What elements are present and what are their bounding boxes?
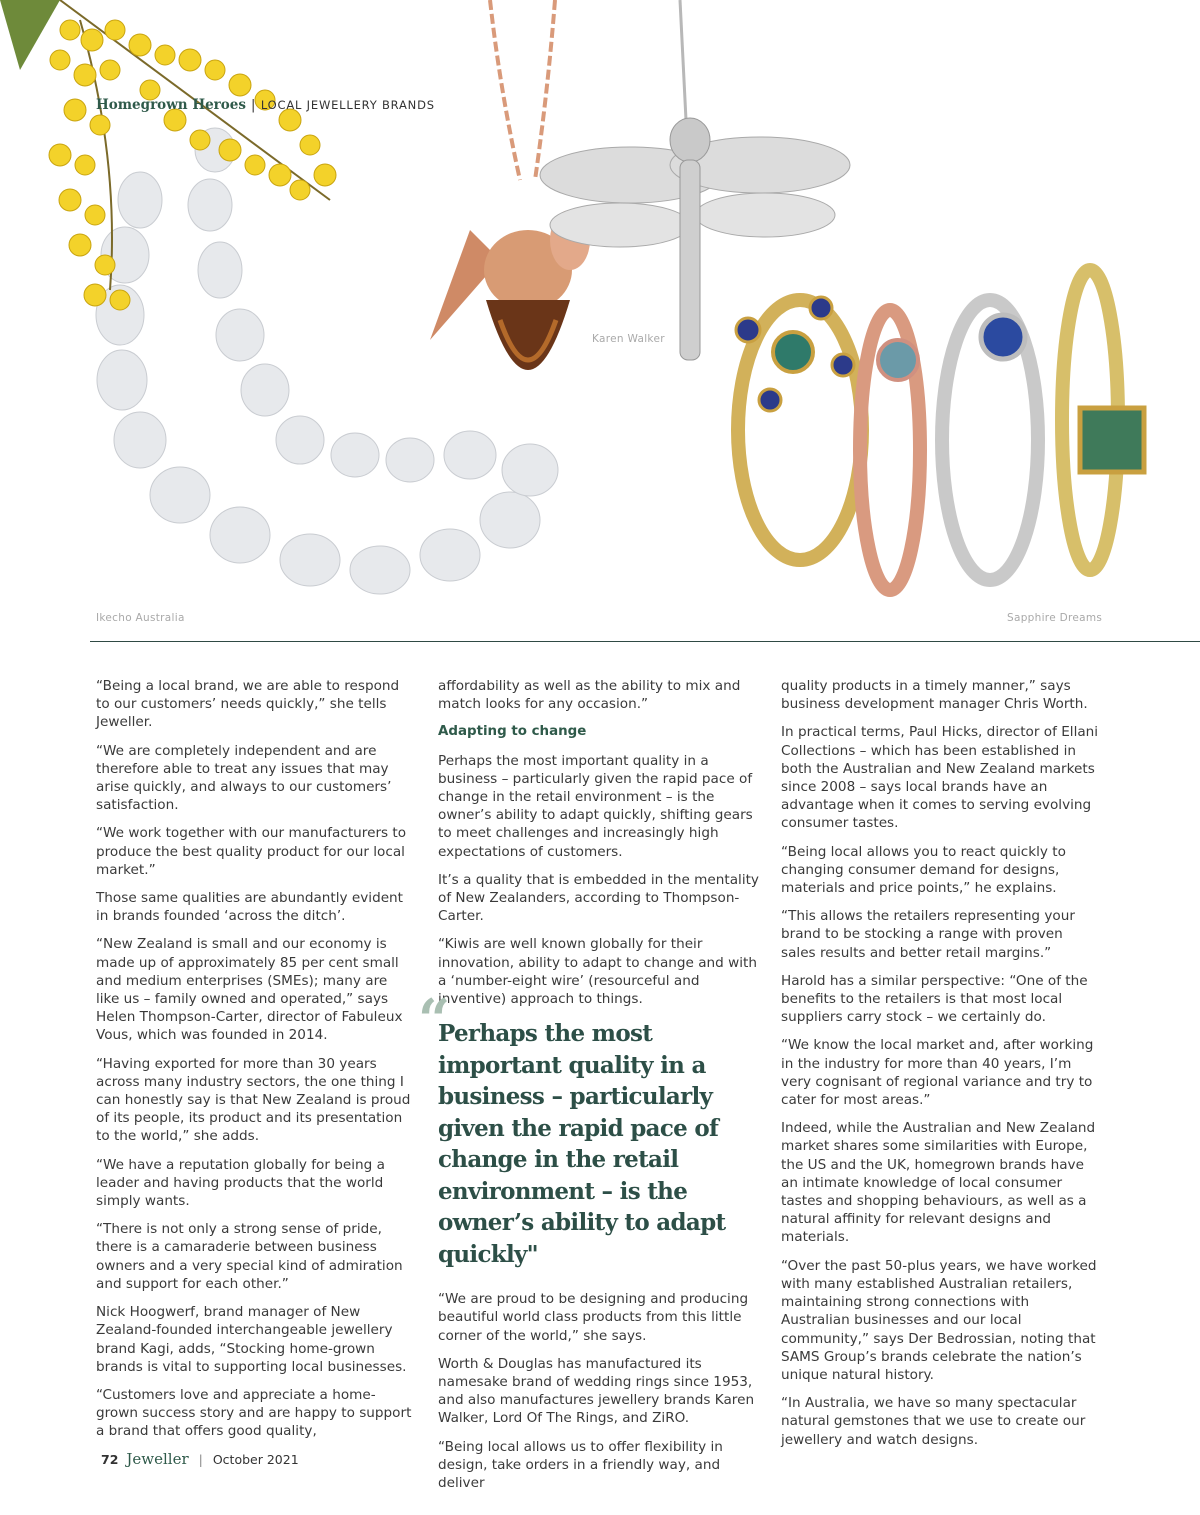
magazine-name: Jeweller (126, 1450, 189, 1468)
paragraph: “Having exported for more than 30 years across many industry sectors, the one thing I can honestly say is that New Zealand is proud of its people, its product and its presentation to the world,” she adds. (96, 1055, 411, 1145)
paragraph: “We are proud to be designing and producing beautiful world class products from this little corner of the world,” she says. (438, 1291, 749, 1344)
paragraph: “We are completely independent and are therefore able to treat any issues that may arise quickly, and always to our customers’ satisfaction. (96, 742, 392, 814)
page-number: 72 (101, 1452, 119, 1467)
photo-credit-left: Ikecho Australia (96, 612, 185, 624)
paragraph: “In Australia, we have so many spectacular natural gemstones that we use to create our jewellery and watch designs. (781, 1395, 1086, 1448)
paragraph: affordability as well as the ability to mix and match looks for any occasion.” (438, 678, 741, 713)
page-footer (101, 1450, 299, 1468)
paragraph: Indeed, while the Australian and New Zealand market shares some similarities with Europe, the US and the UK, homegrown brands have an intimate knowledge of local consumer tastes and shopping behaviours, as well as a natural affinity for relevant designs and materials. (781, 1120, 1096, 1246)
stacked-gemstone-rings-image (736, 270, 1144, 590)
paragraph: “There is not only a strong sense of pride, there is a camaraderie between business owners and a very special kind of admiration and support for each other.” (96, 1221, 403, 1292)
paragraph: “Customers love and appreciate a home-grown success story and are happy to support a brand that offers good quality, (96, 1386, 412, 1440)
article-column-2 (418, 677, 760, 1502)
paragraph: It’s a quality that is embedded in the mentality of New Zealanders, according to Thompson-Carter. (438, 871, 759, 925)
section-topic: LOCAL JEWELLERY BRANDS (260, 98, 435, 112)
paragraph: Perhaps the most important quality in a business – particularly given the rapid pace of change in the retail environment – is the owner’s ability to adapt quickly, shifting gears to meet challenges and increasingly high expectations of customers. (438, 752, 753, 860)
paragraph: In practical terms, Paul Hicks, director of Ellani Collections – which has been established in both the Australian and New Zealand markets since 2008 – says local brands have an advantage when it comes to serving evolving consumer tastes. (781, 724, 1099, 832)
photo-credit-right: Sapphire Dreams (1007, 612, 1103, 624)
paragraph: Harold has a similar perspective: “One of the benefits to the retailers is that most local suppliers carry stock – we certainly do. (781, 972, 1088, 1026)
photo-band (0, 0, 1200, 628)
paragraph: “New Zealand is small and our economy is made up of approximately 85 per cent small and medium enterprises (SMEs); many are like us – family owned and operated,” says Helen Thompson-Carter, director of Fabuleux Vous, which was founded in 2014. (96, 936, 403, 1044)
footer-separator: | (198, 1452, 203, 1467)
paragraph: “We work together with our manufacturers to produce the best quality product for our local market.” (96, 825, 407, 878)
paragraph: “Being local allows you to react quickly to changing consumer demand for designs, materials and price points,” he explains. (781, 843, 1066, 897)
jewellery-photo-collage (0, 0, 1200, 628)
paragraph: “We have a reputation globally for being a leader and having products that the world simply wants. (96, 1156, 385, 1210)
paragraph: quality products in a timely manner,” says business development manager Chris Worth. (781, 678, 1088, 713)
article-column-1 (96, 677, 414, 1451)
header-separator: | (250, 98, 256, 113)
photo-credit-middle: Karen Walker (592, 333, 665, 345)
paragraph: “Being local allows us to offer flexibility in design, take orders in a friendly way, and deliver (438, 1438, 723, 1492)
issue-date: October 2021 (212, 1452, 299, 1467)
paragraph: “This allows the retailers representing your brand to be stocking a range with proven sales results and better retail margins.” (781, 908, 1075, 961)
pull-quote (418, 987, 760, 1270)
article-column-3 (781, 677, 1101, 1459)
paragraph: “Over the past 50-plus years, we have worked with many established Australian retailers, maintaining strong connections with Australian businesses and our local community,” says Der Bedrossian, noting that SAMS Group’s brands celebrate the nation’s unique natural history. (781, 1257, 1097, 1383)
paragraph: “Being a local brand, we are able to respond to our customers’ needs quickly,” she tells Jeweller. (96, 678, 400, 731)
paragraph: “Kiwis are well known globally for their innovation, ability to adapt to change and with a ‘number-eight wire’ (resourceful and inventive) approach to things. (438, 936, 757, 1008)
paragraph: Nick Hoogwerf, brand manager of New Zealand-founded interchangeable jewellery brand Kagi, adds, “Stocking home-grown brands is vital to supporting local businesses. (96, 1304, 407, 1375)
section-header (96, 97, 435, 113)
quote-mark-icon: “ (418, 987, 450, 1054)
section-title: Homegrown Heroes (96, 97, 246, 113)
pull-quote-text: Perhaps the most important quality in a business – particularly given the rapid pace of change in the retail environment – is the owner’s ability to adapt quickly" (438, 1020, 726, 1268)
paragraph: “We know the local market and, after working in the industry for more than 40 years, I’m very cognisant of regional variance and try to cater for most areas.” (781, 1037, 1094, 1109)
divider-rule (90, 641, 1200, 642)
paragraph: Those same qualities are abundantly evident in brands founded ‘across the ditch’. (96, 890, 404, 925)
wattle-flowers-image (0, 0, 336, 310)
subheading: Adapting to change (438, 724, 587, 740)
paragraph: Worth & Douglas has manufactured its namesake brand of wedding rings since 1953, and also manufactures jewellery brands Karen Walker, Lord Of The Rings, and ZiRO. (438, 1355, 755, 1427)
